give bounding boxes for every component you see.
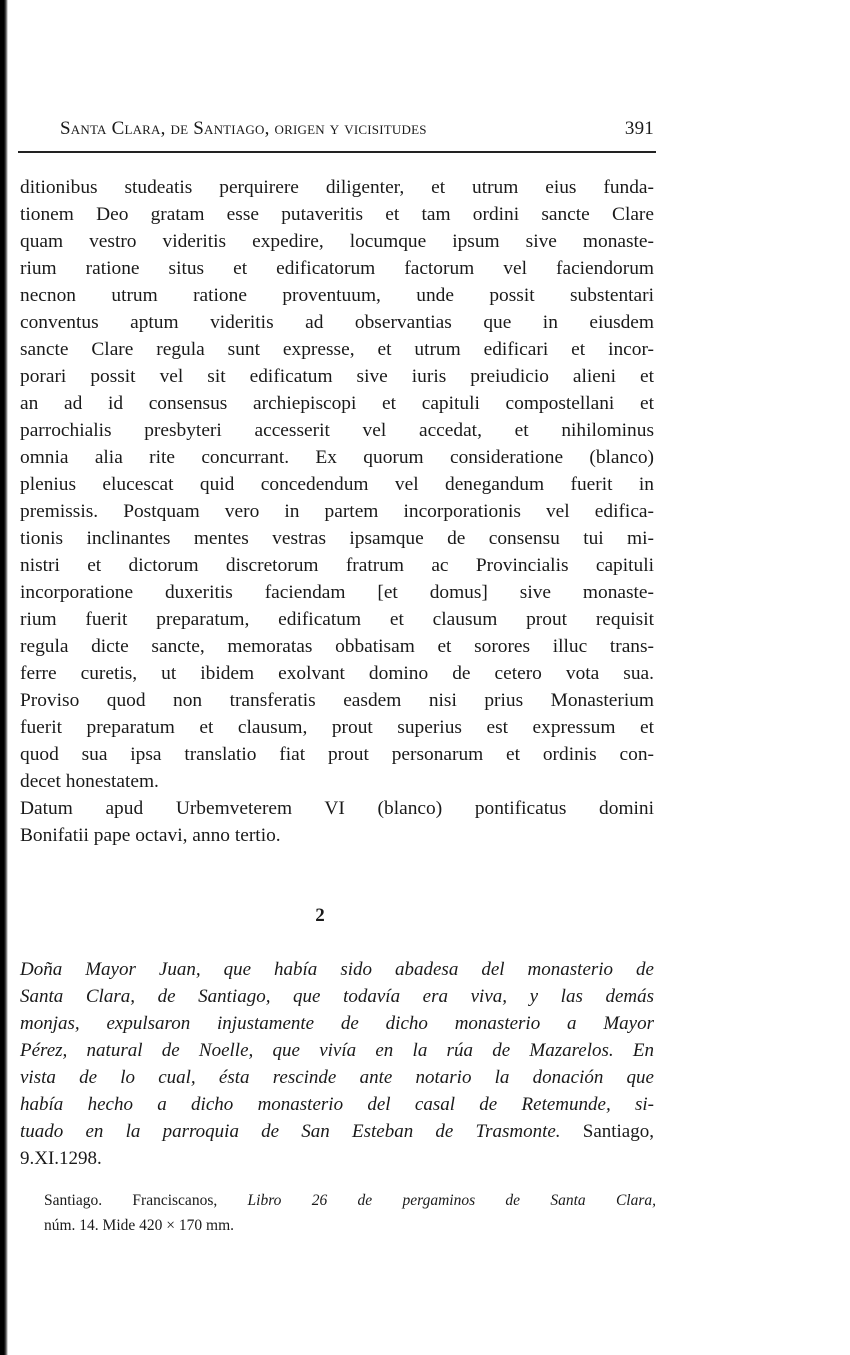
document-1-text xyxy=(20,174,654,849)
datum-line: Datum apud Urbemveterem VI (blanco) pontificatus domini xyxy=(20,798,654,819)
summary-line: monjas, expulsaron injustamente de dicho monasterio a Mayor xyxy=(20,1013,654,1034)
datum-line: Bonifatii pape octavi, anno tertio. xyxy=(20,825,281,846)
summary-line-text: tuado en la parroquia de San Esteban de Trasmonte. xyxy=(20,1121,561,1142)
page-number: 391 xyxy=(624,118,654,139)
summary-line: vista de lo cual, ésta rescinde ante notario la donación que xyxy=(20,1067,654,1088)
summary-line xyxy=(20,1118,654,1145)
date-line: 9.XI.1298. xyxy=(20,1148,102,1169)
document-number: 2 xyxy=(315,905,325,926)
text-line: rium ratione situs et edificatorum factorum vel faciendorum xyxy=(20,258,654,279)
text-line: Proviso quod non transferatis easdem nisi prius Monasterium xyxy=(20,690,654,711)
source-book: Libro 26 de pergaminos de Santa Clara, xyxy=(247,1192,657,1209)
text-line: ditionibus studeatis perquirere diligenter, et utrum eius funda- xyxy=(20,177,654,198)
text-line: nistri et dictorum discretorum fratrum ac Provincialis capituli xyxy=(20,555,654,576)
archival-source xyxy=(44,1188,656,1238)
text-line: necnon utrum ratione proventuum, unde possit substentari xyxy=(20,285,654,306)
text-line: decet honestatem. xyxy=(20,771,159,792)
summary-line: Pérez, natural de Noelle, que vivía en la rúa de Mazarelos. En xyxy=(20,1040,654,1061)
text-line: sancte Clare regula sunt expresse, et utrum edificari et incor- xyxy=(20,339,654,360)
summary-line: Doña Mayor Juan, que había sido abadesa del monasterio de xyxy=(20,959,654,980)
text-line: porari possit vel sit edificatum sive iuris preiudicio alieni et xyxy=(20,366,654,387)
text-line: rium fuerit preparatum, edificatum et clausum prout requisit xyxy=(20,609,654,630)
header-rule xyxy=(18,151,656,153)
page-binding-edge xyxy=(0,0,8,1355)
text-line: an ad id consensus archiepiscopi et capituli compostellani et xyxy=(20,393,654,414)
source-archive: Santiago. Franciscanos, xyxy=(44,1192,218,1209)
text-line: plenius elucescat quid concedendum vel denegandum fuerit in xyxy=(20,474,654,495)
text-line: premissis. Postquam vero in partem incorporationis vel edifica- xyxy=(20,501,654,522)
place-date: Santiago, xyxy=(582,1121,654,1142)
text-line: quam vestro videritis expedire, locumque ipsum sive monaste- xyxy=(20,231,654,252)
text-line: fuerit preparatum et clausum, prout superius est expressum et xyxy=(20,717,654,738)
summary-line: Santa Clara, de Santiago, que todavía era viva, y las demás xyxy=(20,986,654,1007)
text-line: quod sua ipsa translatio fiat prout personarum et ordinis con- xyxy=(20,744,654,765)
source-line xyxy=(44,1188,656,1213)
document-2-summary xyxy=(20,956,654,1172)
text-line: omnia alia rite concurrant. Ex quorum consideratione (blanco) xyxy=(20,447,654,468)
text-line: parrochialis presbyteri accesserit vel accedat, et nihilominus xyxy=(20,420,654,441)
text-line: regula dicte sancte, memoratas obbatisam et sorores illuc trans- xyxy=(20,636,654,657)
text-line: tionis inclinantes mentes vestras ipsamque de consensu tui mi- xyxy=(20,528,654,549)
text-line: conventus aptum videritis ad observantias que in eiusdem xyxy=(20,312,654,333)
text-line: incorporatione duxeritis faciendam [et domus] sive monaste- xyxy=(20,582,654,603)
summary-line: había hecho a dicho monasterio del casal de Retemunde, si- xyxy=(20,1094,654,1115)
source-line: núm. 14. Mide 420 × 170 mm. xyxy=(44,1217,235,1234)
text-line: ferre curetis, ut ibidem exolvant domino de cetero vota sua. xyxy=(20,663,654,684)
text-line: tionem Deo gratam esse putaveritis et tam ordini sancte Clare xyxy=(20,204,654,225)
running-title: Santa Clara, de Santiago, origen y vicisitudes xyxy=(60,118,427,139)
